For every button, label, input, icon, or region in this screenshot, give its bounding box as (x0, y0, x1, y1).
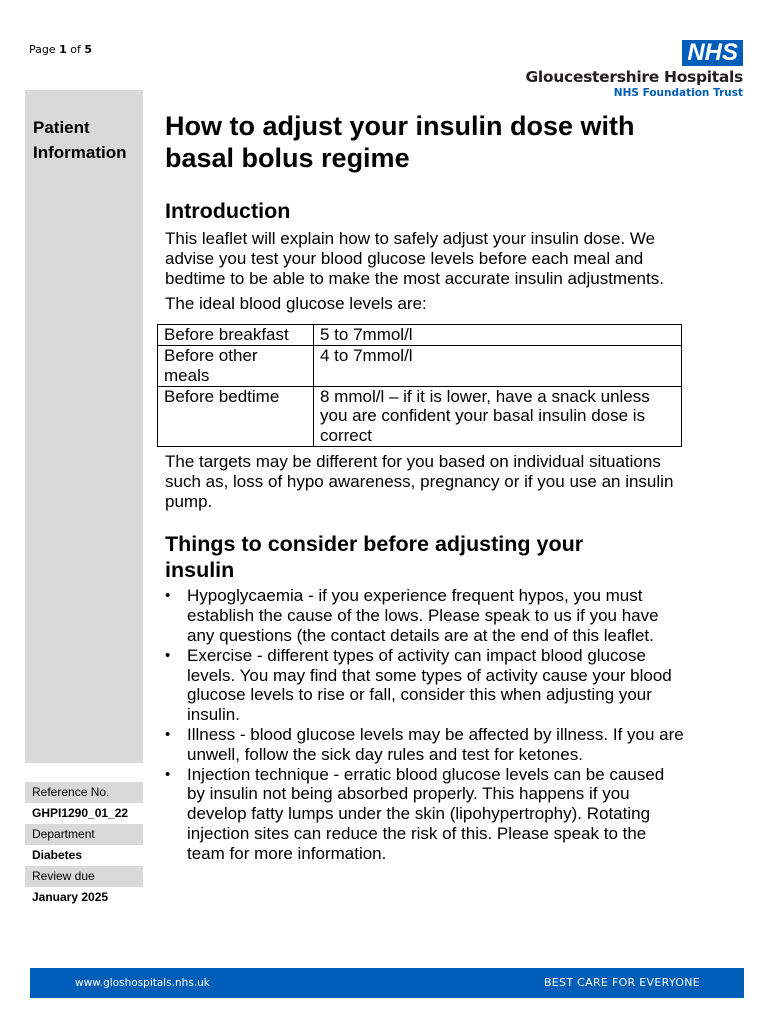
page-total: 5 (84, 43, 93, 56)
review-label: Review due (25, 866, 143, 887)
consider-heading (165, 531, 685, 583)
table-row (158, 386, 682, 446)
intro-text: This leaflet will explain how to safely adjust your insulin dose. We advise you test your blood glucose levels before each meal and bedtime to be able to make the most accurate insulin adjustments. (165, 229, 664, 288)
bullet-icon: • (165, 587, 171, 605)
footer-slogan: BEST CARE FOR EVERYONE (543, 976, 700, 989)
department-value: Diabetes (32, 848, 83, 862)
reference-label: Reference No. (25, 782, 143, 803)
table-cell-level: 5 to 7mmol/l (314, 325, 682, 346)
consider-heading-line2: insulin (165, 558, 235, 583)
list-item-text: Exercise - different types of activity can impact blood glucose levels. You may find that some types of activity cause your blood glucose levels to rise or fall, consider this when adjusting your insulin. (187, 645, 672, 725)
list-item (165, 586, 685, 645)
sidebar-title-line1: Patient (33, 118, 90, 137)
bullet-icon: • (165, 765, 171, 783)
targets-text: The targets may be different for you based on individual situations such as, loss of hypo awareness, pregnancy or if you use an insulin pump. (165, 451, 674, 511)
list-item-text: Illness - blood glucose levels may be affected by illness. If you are unwell, follow the sick day rules and test for ketones. (187, 724, 684, 764)
intro-heading: Introduction (165, 199, 291, 223)
ideal-text: The ideal blood glucose levels are: (165, 294, 427, 314)
table-cell-when: Before breakfast (158, 325, 314, 346)
review-value: January 2025 (32, 890, 109, 904)
page-title-line2: basal bolus regime (165, 143, 410, 173)
list-item-text: Hypoglycaemia - if you experience frequent hypos, you must establish the cause of the lows. Please speak to us if you have any questions (the contact details are at the end of this leaflet. (187, 586, 659, 645)
consider-list (165, 586, 685, 863)
department-label: Department (25, 824, 143, 845)
list-item-text: Injection technique - erratic blood glucose levels can be caused by insulin not being absorbed properly. This happens if you develop fatty lumps under the skin (lipohypertrophy). Rotating injection sites can reduce the risk of this. Please speak to the team for more information. (187, 764, 665, 863)
list-item (165, 646, 685, 725)
consider-heading-line1: Things to consider before adjusting your (165, 532, 584, 557)
table-cell-when: Before other meals (158, 345, 314, 386)
page-current: 1 (59, 43, 67, 56)
sidebar-title-line2: Information (33, 143, 127, 162)
page-title-line1: How to adjust your insulin dose with (165, 111, 635, 141)
footer-url[interactable]: www.gloshospitals.nhs.uk (75, 977, 210, 989)
table-cell-level: 8 mmol/l – if it is lower, have a snack unless you are confident your basal insulin dose is correct (314, 386, 682, 446)
bullet-icon: • (165, 725, 171, 743)
glucose-levels-table (157, 324, 682, 447)
sidebar (25, 90, 143, 763)
table-cell-when: Before bedtime (158, 386, 314, 446)
bullet-icon: • (165, 646, 171, 664)
reference-value: GHPI1290_01_22 (32, 806, 129, 820)
nhs-logo-box: NHS (682, 40, 743, 66)
list-item (165, 765, 685, 864)
nhs-logo (525, 40, 743, 99)
page-title (165, 110, 685, 174)
list-item (165, 725, 685, 765)
page-number (29, 43, 92, 56)
org-name: Gloucestershire Hospitals (525, 68, 743, 86)
main-content (165, 110, 685, 864)
reference-block (25, 782, 143, 908)
sidebar-title (33, 115, 127, 165)
page-of: of (70, 43, 81, 56)
org-trust: NHS Foundation Trust (613, 87, 743, 99)
table-cell-level: 4 to 7mmol/l (314, 345, 682, 386)
page-prefix: Page (29, 43, 56, 56)
table-row (158, 325, 682, 346)
table-row (158, 345, 682, 386)
footer-bar (30, 968, 744, 998)
